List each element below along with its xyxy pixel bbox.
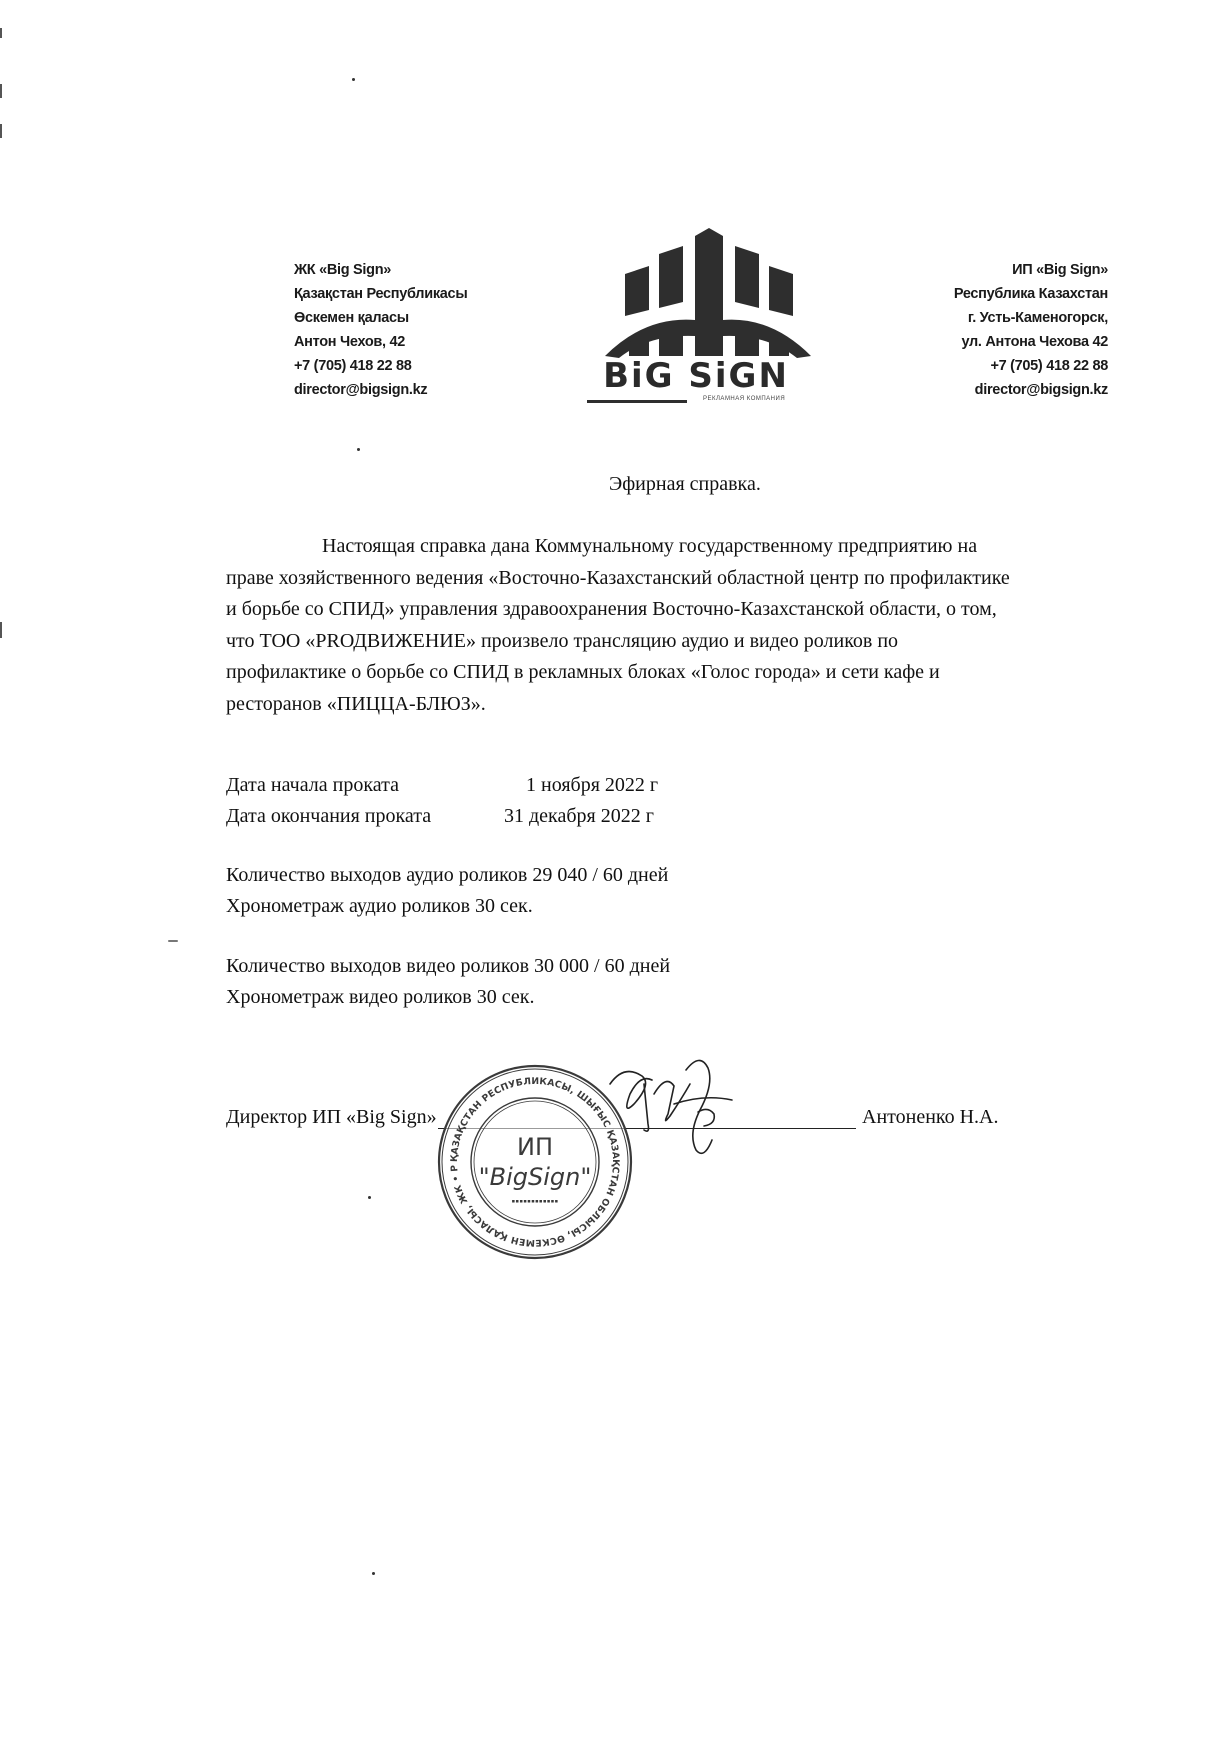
document-title: Эфирная справка. bbox=[609, 473, 761, 495]
handwritten-signature bbox=[604, 1054, 744, 1174]
header-left-line: Антон Чехов, 42 bbox=[294, 334, 406, 350]
scan-speck bbox=[168, 940, 178, 942]
date-start-value: 1 ноября 2022 г bbox=[526, 774, 659, 796]
header-left-line: Қазақстан Республикасы bbox=[294, 286, 468, 302]
header-left-email: director@bigsign.kz bbox=[294, 382, 428, 398]
audio-duration: Хронометраж аудио роликов 30 сек. bbox=[226, 895, 533, 917]
video-duration: Хронометраж видео роликов 30 сек. bbox=[226, 986, 535, 1008]
signature-scribble-icon bbox=[604, 1054, 744, 1174]
body-line: Настоящая справка дана Коммунальному государственному предприятию на bbox=[322, 535, 978, 557]
stamp-center-top: ИП bbox=[517, 1133, 553, 1161]
sender-details-russian bbox=[880, 258, 1108, 402]
scan-edge-mark bbox=[0, 622, 2, 638]
certificate-body bbox=[226, 531, 1146, 720]
header-right-line: ул. Антона Чехова 42 bbox=[961, 334, 1108, 350]
body-line: праве хозяйственного ведения «Восточно-Казахстанский областной центр по профилактике bbox=[226, 566, 1010, 589]
header-left-line: ЖК «Big Sign» bbox=[294, 262, 392, 278]
date-end-value: 31 декабря 2022 г bbox=[504, 805, 654, 827]
svg-text:▪▪▪▪▪▪▪▪▪▪▪▪: ▪▪▪▪▪▪▪▪▪▪▪▪ bbox=[511, 1197, 559, 1205]
logo-wordmark: BiG SiGN bbox=[603, 356, 789, 396]
date-end-label: Дата окончания проката bbox=[226, 805, 432, 827]
scan-edge-mark bbox=[0, 84, 2, 98]
scan-speck bbox=[357, 448, 360, 451]
header-right-email: director@bigsign.kz bbox=[974, 382, 1108, 398]
company-logo bbox=[585, 228, 815, 408]
header-left-line: Өскемен қаласы bbox=[294, 310, 409, 326]
body-line: что ТОО «PRОДВИЖЕНИЕ» произвело трансляцию аудио и видео роликов по bbox=[226, 629, 899, 652]
scan-edge-mark bbox=[0, 124, 2, 138]
stamp-ring-text: ҚАЗАҚСТАН РЕСПУБЛИКАСЫ, ШЫҒЫС ҚАЗАҚСТАН ОБЛЫСЫ, ӨСКЕМЕН ҚАЛАСЫ, ЖК • Р bbox=[448, 1075, 622, 1249]
scan-speck bbox=[372, 1572, 375, 1575]
logo-subtitle: РЕКЛАМНАЯ КОМПАНИЯ bbox=[703, 396, 786, 402]
header-left-phone: +7 (705) 418 22 88 bbox=[294, 358, 412, 374]
signatory-name: Антоненко Н.А. bbox=[862, 1106, 999, 1128]
stamp-center-main: "BigSign" bbox=[478, 1163, 592, 1191]
date-start-label: Дата начала проката bbox=[226, 774, 399, 796]
body-line: и борьбе со СПИД» управления здравоохранения Восточно-Казахстанской области, о том, bbox=[226, 598, 997, 620]
body-line: профилактике о борьбе со СПИД в рекламных блоках «Голос города» и сети кафе и bbox=[226, 661, 940, 683]
scan-speck bbox=[368, 1196, 371, 1199]
sender-details-kazakh bbox=[294, 258, 467, 402]
body-line: ресторанов «ПИЦЦА-БЛЮЗ». bbox=[226, 692, 486, 715]
scan-edge-mark bbox=[0, 28, 2, 38]
header-right-phone: +7 (705) 418 22 88 bbox=[990, 358, 1108, 374]
header-right-line: г. Усть-Каменогорск, bbox=[967, 310, 1108, 326]
header-right-line: ИП «Big Sign» bbox=[1012, 262, 1108, 278]
signature-label: Директор ИП «Big Sign» bbox=[226, 1106, 437, 1128]
scan-speck bbox=[352, 78, 355, 81]
header-right-line: Республика Казахстан bbox=[953, 286, 1108, 302]
audio-count: Количество выходов аудио роликов 29 040 / 60 дней bbox=[226, 864, 669, 886]
video-count: Количество выходов видео роликов 30 000 / 60 дней bbox=[226, 955, 671, 977]
